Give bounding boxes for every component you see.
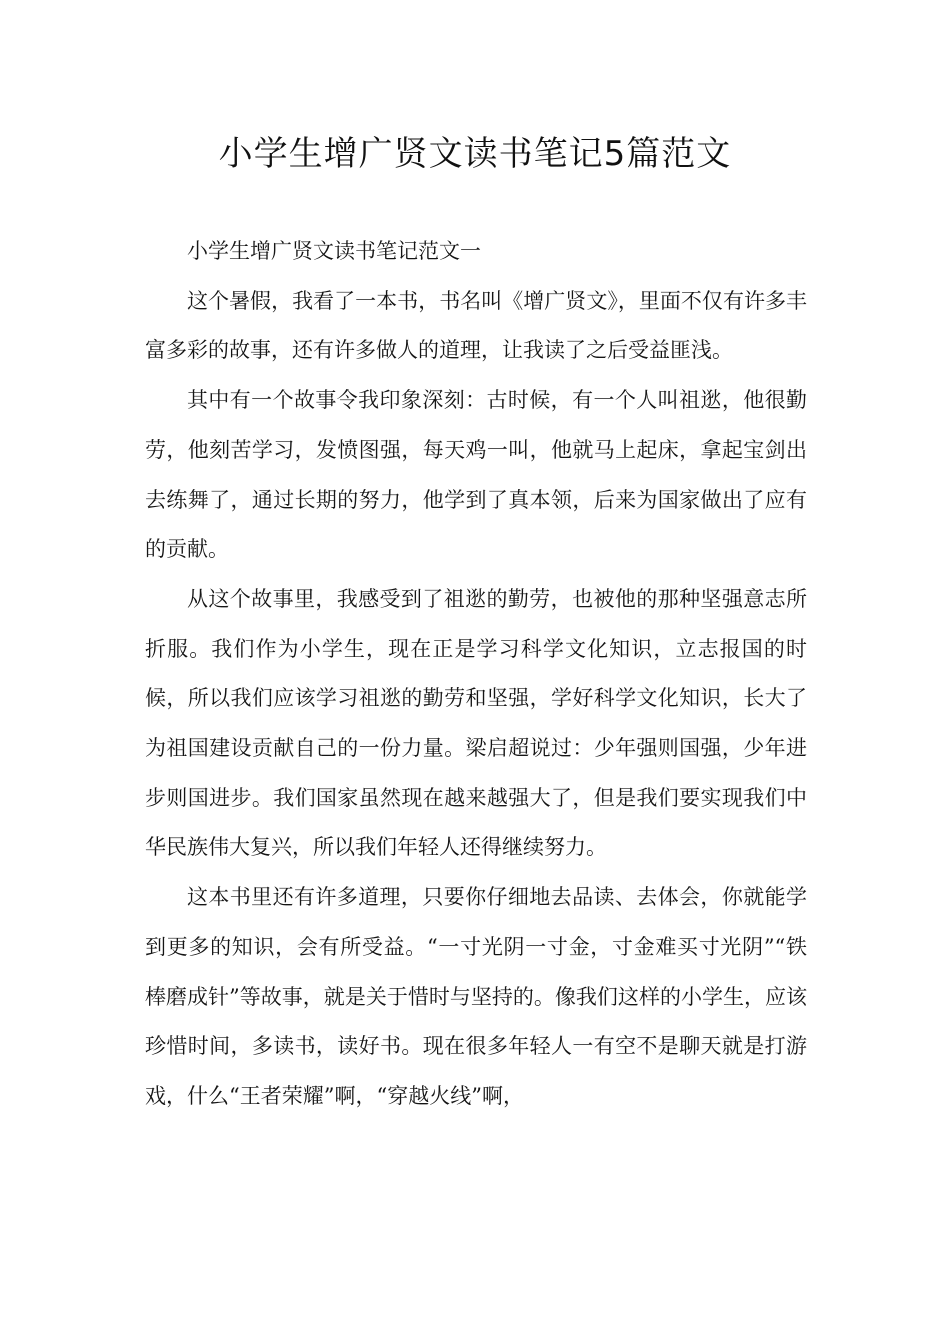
- paragraph-3: 从这个故事里，我感受到了祖逖的勤劳，也被他的那种坚强意志所折服。我们作为小学生，现在正是学习科学文化知识，立志报国的时候，所以我们应该学习祖逖的勤劳和坚强，学好科学文化知识，长大了为祖国建设贡献自己的一份力量。梁启超说过：少年强则国强，少年进步则国进步。我们国家虽然现在越来越强大了，但是我们要实现我们中华民族伟大复兴，所以我们年轻人还得继续努力。: [145, 586, 807, 860]
- paragraph-1: 这个暑假，我看了一本书，书名叫《增广贤文》，里面不仅有许多丰富多彩的故事，还有许多做人的道理，让我读了之后受益匪浅。: [145, 288, 807, 363]
- paragraph-4: 这本书里还有许多道理，只要你仔细地去品读、去体会，你就能学到更多的知识，会有所受益。“一寸光阴一寸金，寸金难买寸光阴”“铁棒磨成针”等故事，就是关于惜时与坚持的。像我们这样的小学生，应该珍惜时间，多读书，读好书。现在很多年轻人一有空不是聊天就是打游戏，什么“王者荣耀”啊，“穿越火线”啊，: [145, 885, 807, 1108]
- document-body: [145, 227, 807, 1122]
- document-title: 小学生增广贤文读书笔记5篇范文: [218, 134, 732, 174]
- section-heading: 小学生增广贤文读书笔记范文一: [187, 239, 481, 263]
- paragraph-2: 其中有一个故事令我印象深刻：古时候，有一个人叫祖逖，他很勤劳，他刻苦学习，发愤图强，每天鸡一叫，他就马上起床，拿起宝剑出去练舞了，通过长期的努力，他学到了真本领，后来为国家做出了应有的贡献。: [145, 388, 807, 562]
